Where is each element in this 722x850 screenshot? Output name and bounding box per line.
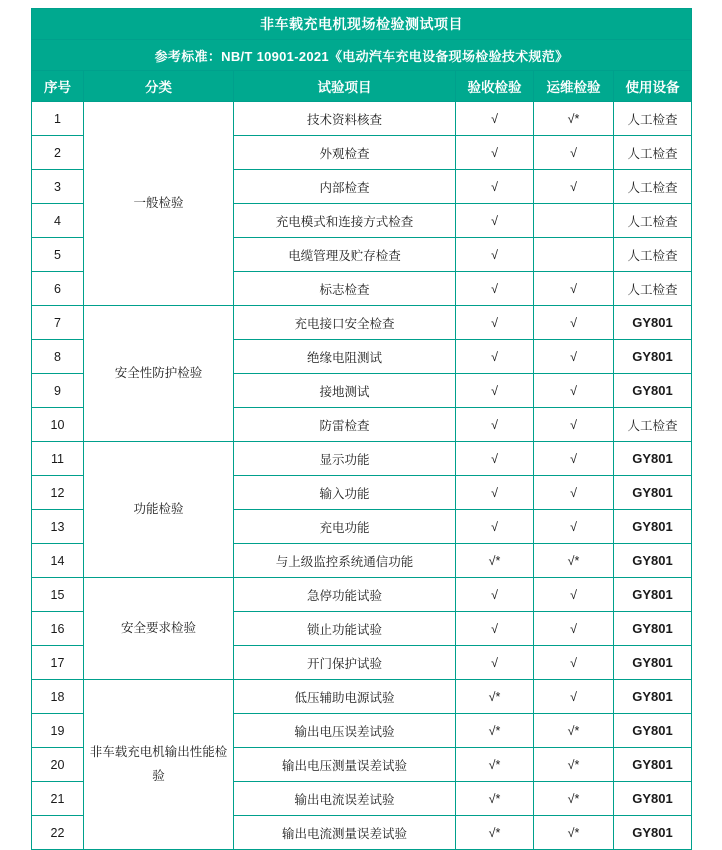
device-cell: 人工检查 [614,238,692,272]
table-row [32,442,692,476]
header-item: 试验项目 [234,71,456,102]
test-item-cell: 显示功能 [234,442,456,476]
category-cell: 安全要求检验 [84,578,234,680]
test-item-cell: 输出电流测量误差试验 [234,816,456,850]
test-item-cell: 防雷检查 [234,408,456,442]
device-cell: GY801 [614,442,692,476]
row-number: 14 [32,544,84,578]
device-cell: GY801 [614,340,692,374]
row-number: 9 [32,374,84,408]
device-cell: GY801 [614,306,692,340]
test-item-cell: 技术资料核查 [234,102,456,136]
category-cell: 非车载充电机输出性能检验 [84,680,234,850]
test-item-cell: 低压辅助电源试验 [234,680,456,714]
om-mark-cell: √ [534,612,614,646]
acceptance-mark-cell: √ [456,510,534,544]
test-item-cell: 电缆管理及贮存检查 [234,238,456,272]
table-subtitle-row [32,40,692,71]
device-cell: GY801 [614,816,692,850]
row-number: 7 [32,306,84,340]
table-row [32,102,692,136]
om-mark-cell: √* [534,544,614,578]
device-cell: 人工检查 [614,102,692,136]
acceptance-mark-cell: √ [456,272,534,306]
om-mark-cell [534,238,614,272]
acceptance-mark-cell: √ [456,204,534,238]
om-mark-cell: √ [534,646,614,680]
om-mark-cell: √ [534,476,614,510]
device-cell: GY801 [614,476,692,510]
row-number: 5 [32,238,84,272]
row-number: 12 [32,476,84,510]
device-cell: 人工检查 [614,408,692,442]
device-cell: GY801 [614,510,692,544]
test-item-cell: 与上级监控系统通信功能 [234,544,456,578]
row-number: 3 [32,170,84,204]
acceptance-mark-cell: √ [456,340,534,374]
om-mark-cell: √ [534,306,614,340]
row-number: 1 [32,102,84,136]
category-cell: 功能检验 [84,442,234,578]
header-om: 运维检验 [534,71,614,102]
device-cell: GY801 [614,544,692,578]
table-title-row [32,9,692,40]
om-mark-cell: √ [534,136,614,170]
test-item-cell: 急停功能试验 [234,578,456,612]
device-cell: 人工检查 [614,272,692,306]
test-item-cell: 充电模式和连接方式检查 [234,204,456,238]
row-number: 8 [32,340,84,374]
row-number: 17 [32,646,84,680]
om-mark-cell: √ [534,272,614,306]
test-item-cell: 输出电压误差试验 [234,714,456,748]
row-number: 2 [32,136,84,170]
om-mark-cell: √ [534,442,614,476]
acceptance-mark-cell: √ [456,442,534,476]
test-item-cell: 内部检查 [234,170,456,204]
acceptance-mark-cell: √ [456,408,534,442]
header-category: 分类 [84,71,234,102]
om-mark-cell: √ [534,170,614,204]
row-number: 18 [32,680,84,714]
om-mark-cell: √* [534,816,614,850]
row-number: 22 [32,816,84,850]
row-number: 13 [32,510,84,544]
table-header-row [32,71,692,102]
acceptance-mark-cell: √ [456,102,534,136]
om-mark-cell: √* [534,714,614,748]
om-mark-cell: √ [534,578,614,612]
om-mark-cell: √* [534,102,614,136]
device-cell: 人工检查 [614,204,692,238]
device-cell: GY801 [614,748,692,782]
om-mark-cell: √* [534,782,614,816]
row-number: 6 [32,272,84,306]
test-item-cell: 输出电压测量误差试验 [234,748,456,782]
om-mark-cell: √* [534,748,614,782]
acceptance-mark-cell: √ [456,306,534,340]
device-cell: 人工检查 [614,136,692,170]
acceptance-mark-cell: √ [456,238,534,272]
om-mark-cell: √ [534,408,614,442]
row-number: 10 [32,408,84,442]
om-mark-cell: √ [534,374,614,408]
header-device: 使用设备 [614,71,692,102]
device-cell: GY801 [614,680,692,714]
om-mark-cell: √ [534,340,614,374]
header-acceptance: 验收检验 [456,71,534,102]
row-number: 15 [32,578,84,612]
test-item-cell: 锁止功能试验 [234,612,456,646]
row-number: 16 [32,612,84,646]
category-cell: 一般检验 [84,102,234,306]
test-item-cell: 接地测试 [234,374,456,408]
document-container [31,0,691,850]
header-no: 序号 [32,71,84,102]
table-row [32,680,692,714]
row-number: 20 [32,748,84,782]
acceptance-mark-cell: √* [456,680,534,714]
document-subtitle: 参考标准：NB/T 10901-2021《电动汽车充电设备现场检验技术规范》 [32,40,692,71]
acceptance-mark-cell: √* [456,748,534,782]
device-cell: GY801 [614,714,692,748]
row-number: 19 [32,714,84,748]
row-number: 4 [32,204,84,238]
row-number: 11 [32,442,84,476]
device-cell: GY801 [614,578,692,612]
acceptance-mark-cell: √* [456,544,534,578]
inspection-items-table [31,8,692,850]
device-cell: 人工检查 [614,170,692,204]
category-cell: 安全性防护检验 [84,306,234,442]
acceptance-mark-cell: √* [456,782,534,816]
test-item-cell: 输出电流误差试验 [234,782,456,816]
acceptance-mark-cell: √ [456,374,534,408]
device-cell: GY801 [614,374,692,408]
acceptance-mark-cell: √ [456,136,534,170]
device-cell: GY801 [614,782,692,816]
acceptance-mark-cell: √ [456,170,534,204]
table-row [32,306,692,340]
device-cell: GY801 [614,612,692,646]
test-item-cell: 输入功能 [234,476,456,510]
row-number: 21 [32,782,84,816]
om-mark-cell: √ [534,680,614,714]
test-item-cell: 充电接口安全检查 [234,306,456,340]
test-item-cell: 绝缘电阻测试 [234,340,456,374]
table-row [32,578,692,612]
document-title: 非车载充电机现场检验测试项目 [32,9,692,40]
device-cell: GY801 [614,646,692,680]
test-item-cell: 外观检查 [234,136,456,170]
om-mark-cell [534,204,614,238]
acceptance-mark-cell: √ [456,646,534,680]
test-item-cell: 充电功能 [234,510,456,544]
acceptance-mark-cell: √* [456,714,534,748]
test-item-cell: 标志检查 [234,272,456,306]
acceptance-mark-cell: √ [456,612,534,646]
acceptance-mark-cell: √ [456,578,534,612]
acceptance-mark-cell: √* [456,816,534,850]
acceptance-mark-cell: √ [456,476,534,510]
test-item-cell: 开门保护试验 [234,646,456,680]
om-mark-cell: √ [534,510,614,544]
